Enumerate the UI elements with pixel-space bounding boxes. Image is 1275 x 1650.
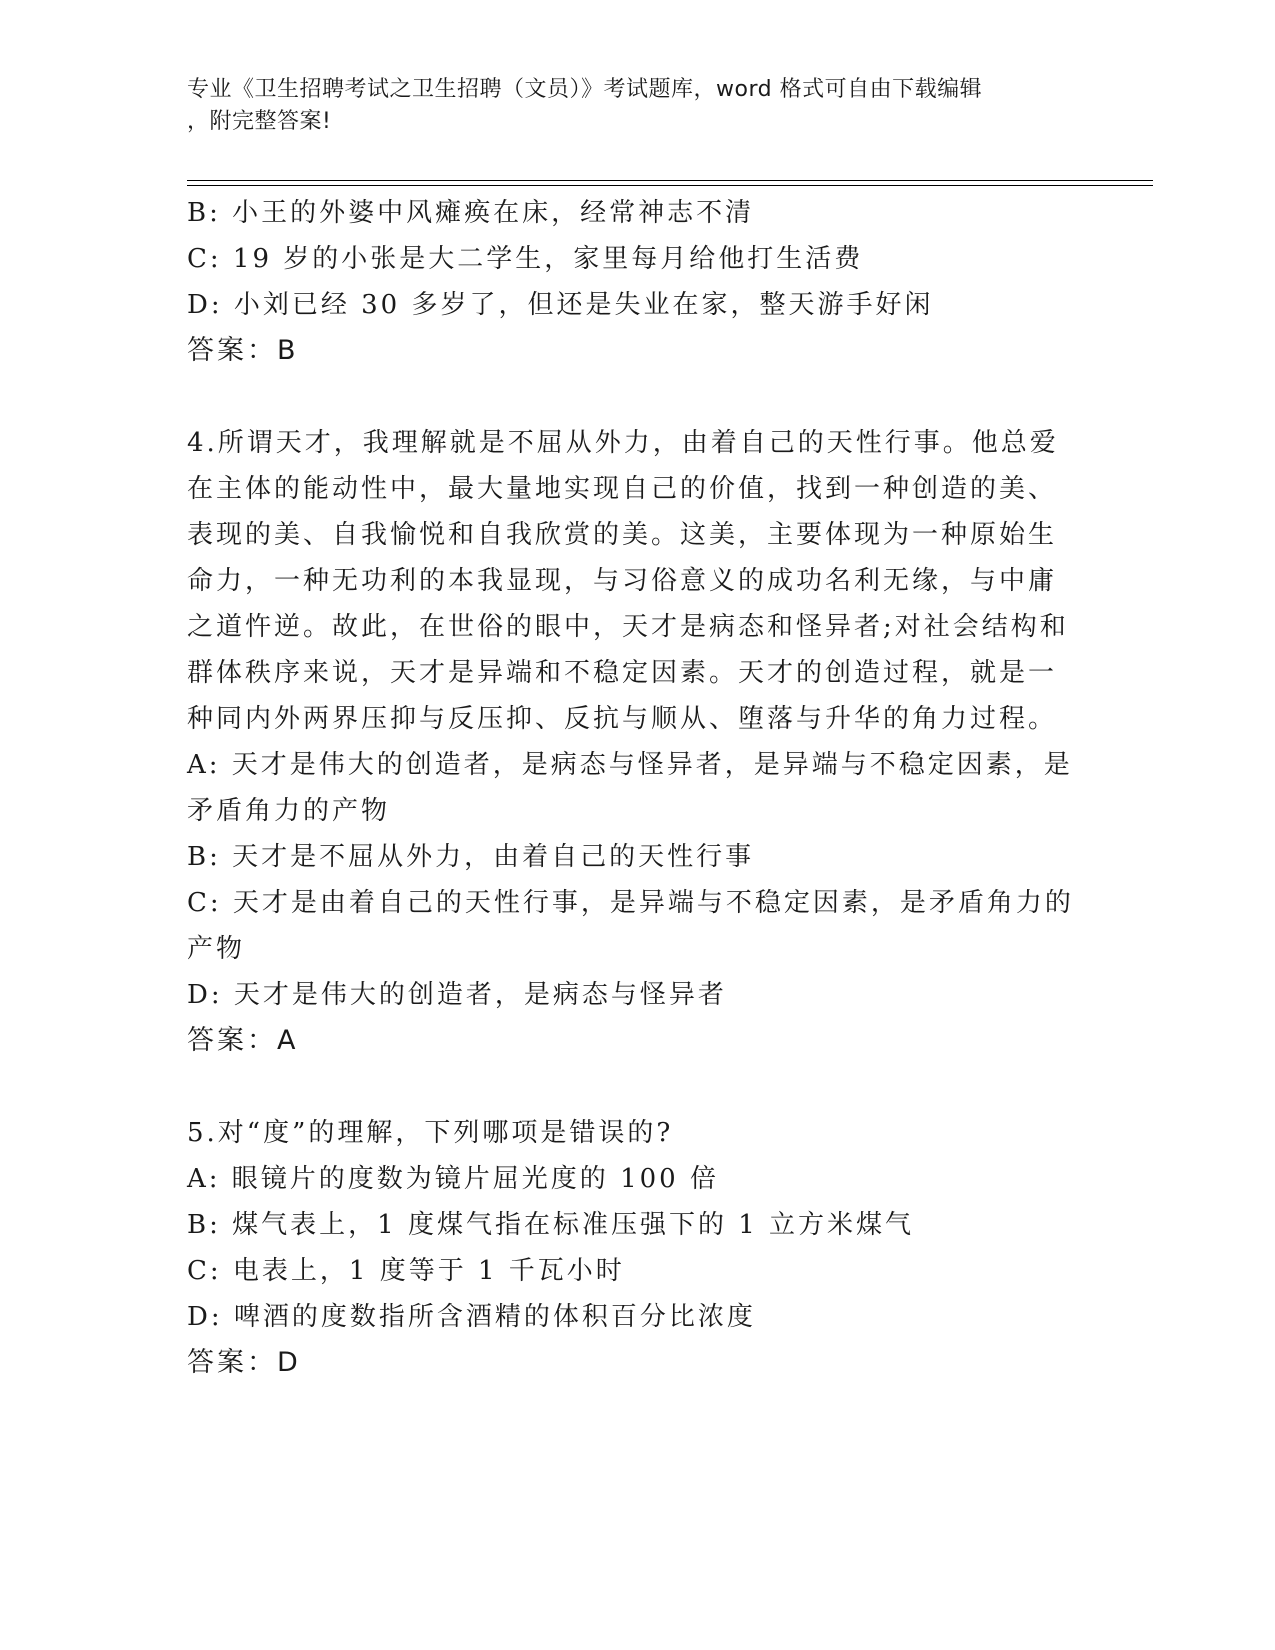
question-stem-line: 4.所谓天才，我理解就是不屈从外力，由着自己的天性行事。他总爱 [187, 428, 1059, 458]
option-c-continued: 产物 [187, 934, 246, 964]
question-stem-line: 命力，一种无功利的本我显现，与习俗意义的成功名利无缘，与中庸 [187, 566, 1058, 596]
option-a: A: 天才是伟大的创造者，是病态与怪异者，是异端与不稳定因素，是 [187, 750, 1073, 780]
question-stem-line: 种同内外两界压抑与反压抑、反抗与顺从、堕落与升华的角力过程。 [187, 704, 1058, 734]
header-rule-thick [187, 185, 1153, 186]
question-stem-line: 之道忤逆。故此，在世俗的眼中，天才是病态和怪异者;对社会结构和 [187, 612, 1069, 642]
question-stem-line: 表现的美、自我愉悦和自我欣赏的美。这美，主要体现为一种原始生 [187, 520, 1058, 550]
option-b: B: 煤气表上，1 度煤气指在标准压强下的 1 立方米煤气 [187, 1210, 915, 1240]
question-stem: 5.对“度”的理解，下列哪项是错误的? [187, 1118, 674, 1148]
answer-label: 答案：A [187, 1025, 299, 1056]
option-d: D: 天才是伟大的创造者，是病态与怪异者 [187, 980, 727, 1010]
answer-label: 答案：B [187, 335, 299, 366]
option-c: C: 电表上，1 度等于 1 千瓦小时 [187, 1256, 625, 1286]
option-a: A: 眼镜片的度数为镜片屈光度的 100 倍 [187, 1164, 719, 1194]
question-5-block [187, 1110, 1087, 1386]
previous-question-block [187, 190, 1087, 374]
option-c: C: 天才是由着自己的天性行事，是异端与不稳定因素，是矛盾角力的 [187, 888, 1074, 918]
block-spacer [187, 374, 1087, 420]
header-rule-thin [187, 180, 1153, 181]
option-a-continued: 矛盾角力的产物 [187, 796, 391, 826]
option-c: C: 19 岁的小张是大二学生，家里每月给他打生活费 [187, 244, 864, 274]
option-d: D: 啤酒的度数指所含酒精的体积百分比浓度 [187, 1302, 756, 1332]
option-b: B: 天才是不屈从外力，由着自己的天性行事 [187, 842, 755, 872]
option-b: B: 小王的外婆中风瘫痪在床，经常神志不清 [187, 198, 755, 228]
answer-label: 答案：D [187, 1347, 301, 1378]
page-header [187, 74, 1087, 138]
header-line-1: 专业《卫生招聘考试之卫生招聘（文员）》考试题库，word 格式可自由下载编辑 [187, 77, 983, 102]
question-4-block [187, 420, 1087, 1064]
option-d: D: 小刘已经 30 多岁了，但还是失业在家，整天游手好闲 [187, 290, 934, 320]
header-line-2: ，附完整答案! [187, 109, 332, 134]
question-stem-line: 在主体的能动性中，最大量地实现自己的价值，找到一种创造的美、 [187, 474, 1058, 504]
question-content [187, 190, 1087, 1386]
question-stem-line: 群体秩序来说，天才是异端和不稳定因素。天才的创造过程，就是一 [187, 658, 1058, 688]
block-spacer [187, 1064, 1087, 1110]
